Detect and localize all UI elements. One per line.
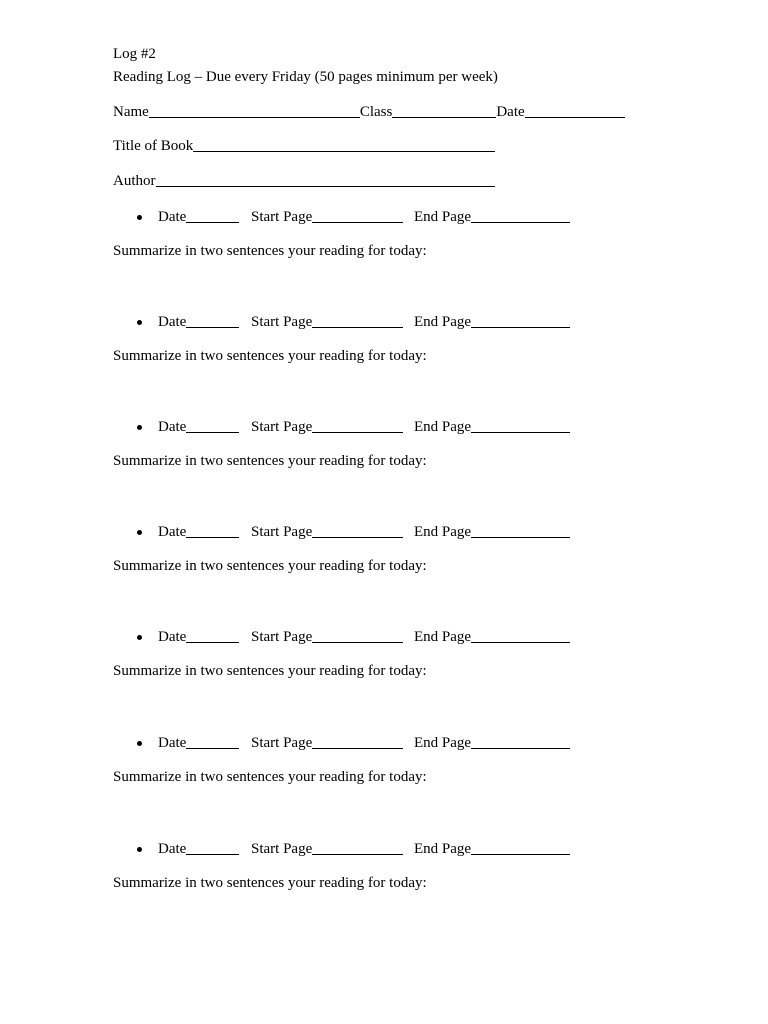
start-page-label: Start Page xyxy=(251,629,313,645)
end-page-field xyxy=(414,840,570,858)
entry-date-field xyxy=(158,840,239,858)
start-page-field xyxy=(251,734,403,752)
start-page-blank xyxy=(312,525,403,538)
entry-date-label: Date xyxy=(158,314,187,330)
start-page-blank xyxy=(312,842,403,855)
entry-date-label: Date xyxy=(158,209,187,225)
end-page-blank xyxy=(471,525,570,538)
summary-prompt: Summarize in two sentences your reading for today: xyxy=(113,558,427,574)
bullet-icon xyxy=(137,741,142,746)
name-blank xyxy=(149,105,360,118)
log-entry xyxy=(0,628,768,688)
end-page-field xyxy=(414,208,570,226)
class-blank xyxy=(392,105,496,118)
entry-date-field xyxy=(158,628,239,646)
date-blank xyxy=(525,105,625,118)
class-label: Class xyxy=(359,104,393,120)
end-page-label: End Page xyxy=(414,841,472,857)
entry-date-blank xyxy=(186,525,239,538)
bullet-icon xyxy=(137,530,142,535)
entry-date-label: Date xyxy=(158,629,187,645)
summary-prompt: Summarize in two sentences your reading for today: xyxy=(113,243,427,259)
end-page-field xyxy=(414,523,570,541)
author-blank xyxy=(156,174,495,187)
entry-date-blank xyxy=(186,736,239,749)
summary-prompt: Summarize in two sentences your reading for today: xyxy=(113,348,427,364)
end-page-label: End Page xyxy=(414,735,472,751)
start-page-field xyxy=(251,628,403,646)
author-row xyxy=(113,172,495,190)
end-page-field xyxy=(414,734,570,752)
entry-date-field xyxy=(158,734,239,752)
entry-date-field xyxy=(158,523,239,541)
start-page-label: Start Page xyxy=(251,524,313,540)
log-entry xyxy=(0,418,768,478)
bullet-icon xyxy=(137,425,142,430)
start-page-label: Start Page xyxy=(251,209,313,225)
entry-date-field xyxy=(158,313,239,331)
start-page-label: Start Page xyxy=(251,841,313,857)
end-page-blank xyxy=(471,842,570,855)
log-entry xyxy=(0,523,768,583)
start-page-label: Start Page xyxy=(251,314,313,330)
start-page-field xyxy=(251,208,403,226)
start-page-label: Start Page xyxy=(251,419,313,435)
end-page-label: End Page xyxy=(414,524,472,540)
bullet-icon xyxy=(137,320,142,325)
entry-date-field xyxy=(158,208,239,226)
bullet-icon xyxy=(137,635,142,640)
summary-prompt: Summarize in two sentences your reading for today: xyxy=(113,875,427,891)
start-page-blank xyxy=(312,420,403,433)
end-page-label: End Page xyxy=(414,629,472,645)
end-page-field xyxy=(414,628,570,646)
end-page-label: End Page xyxy=(414,209,472,225)
student-info-row xyxy=(113,103,625,121)
start-page-field xyxy=(251,840,403,858)
entry-date-label: Date xyxy=(158,841,187,857)
page-title: Reading Log – Due every Friday (50 pages minimum per week) xyxy=(113,69,498,85)
log-entry xyxy=(0,208,768,268)
start-page-field xyxy=(251,523,403,541)
name-label: Name xyxy=(113,104,149,120)
end-page-label: End Page xyxy=(414,314,472,330)
entry-date-blank xyxy=(186,420,239,433)
book-title-label: Title of Book xyxy=(113,138,194,154)
end-page-blank xyxy=(471,210,570,223)
end-page-blank xyxy=(471,736,570,749)
end-page-blank xyxy=(471,420,570,433)
author-label: Author xyxy=(113,173,156,189)
log-entry xyxy=(0,734,768,794)
log-entry xyxy=(0,313,768,373)
entry-date-field xyxy=(158,418,239,436)
bullet-icon xyxy=(137,847,142,852)
start-page-blank xyxy=(312,630,403,643)
start-page-blank xyxy=(312,736,403,749)
start-page-label: Start Page xyxy=(251,735,313,751)
start-page-blank xyxy=(312,210,403,223)
entry-date-label: Date xyxy=(158,735,187,751)
entry-date-blank xyxy=(186,210,239,223)
start-page-field xyxy=(251,418,403,436)
summary-prompt: Summarize in two sentences your reading for today: xyxy=(113,453,427,469)
book-title-blank xyxy=(193,139,495,152)
start-page-blank xyxy=(312,315,403,328)
entry-date-label: Date xyxy=(158,524,187,540)
end-page-field xyxy=(414,313,570,331)
entry-date-label: Date xyxy=(158,419,187,435)
book-title-row xyxy=(113,137,495,155)
summary-prompt: Summarize in two sentences your reading for today: xyxy=(113,769,427,785)
entry-date-blank xyxy=(186,630,239,643)
summary-prompt: Summarize in two sentences your reading for today: xyxy=(113,663,427,679)
entry-date-blank xyxy=(186,315,239,328)
entry-date-blank xyxy=(186,842,239,855)
end-page-blank xyxy=(471,315,570,328)
end-page-label: End Page xyxy=(414,419,472,435)
bullet-icon xyxy=(137,215,142,220)
log-entry xyxy=(0,840,768,900)
date-label: Date xyxy=(496,104,525,120)
log-number: Log #2 xyxy=(113,46,156,62)
end-page-field xyxy=(414,418,570,436)
end-page-blank xyxy=(471,630,570,643)
start-page-field xyxy=(251,313,403,331)
